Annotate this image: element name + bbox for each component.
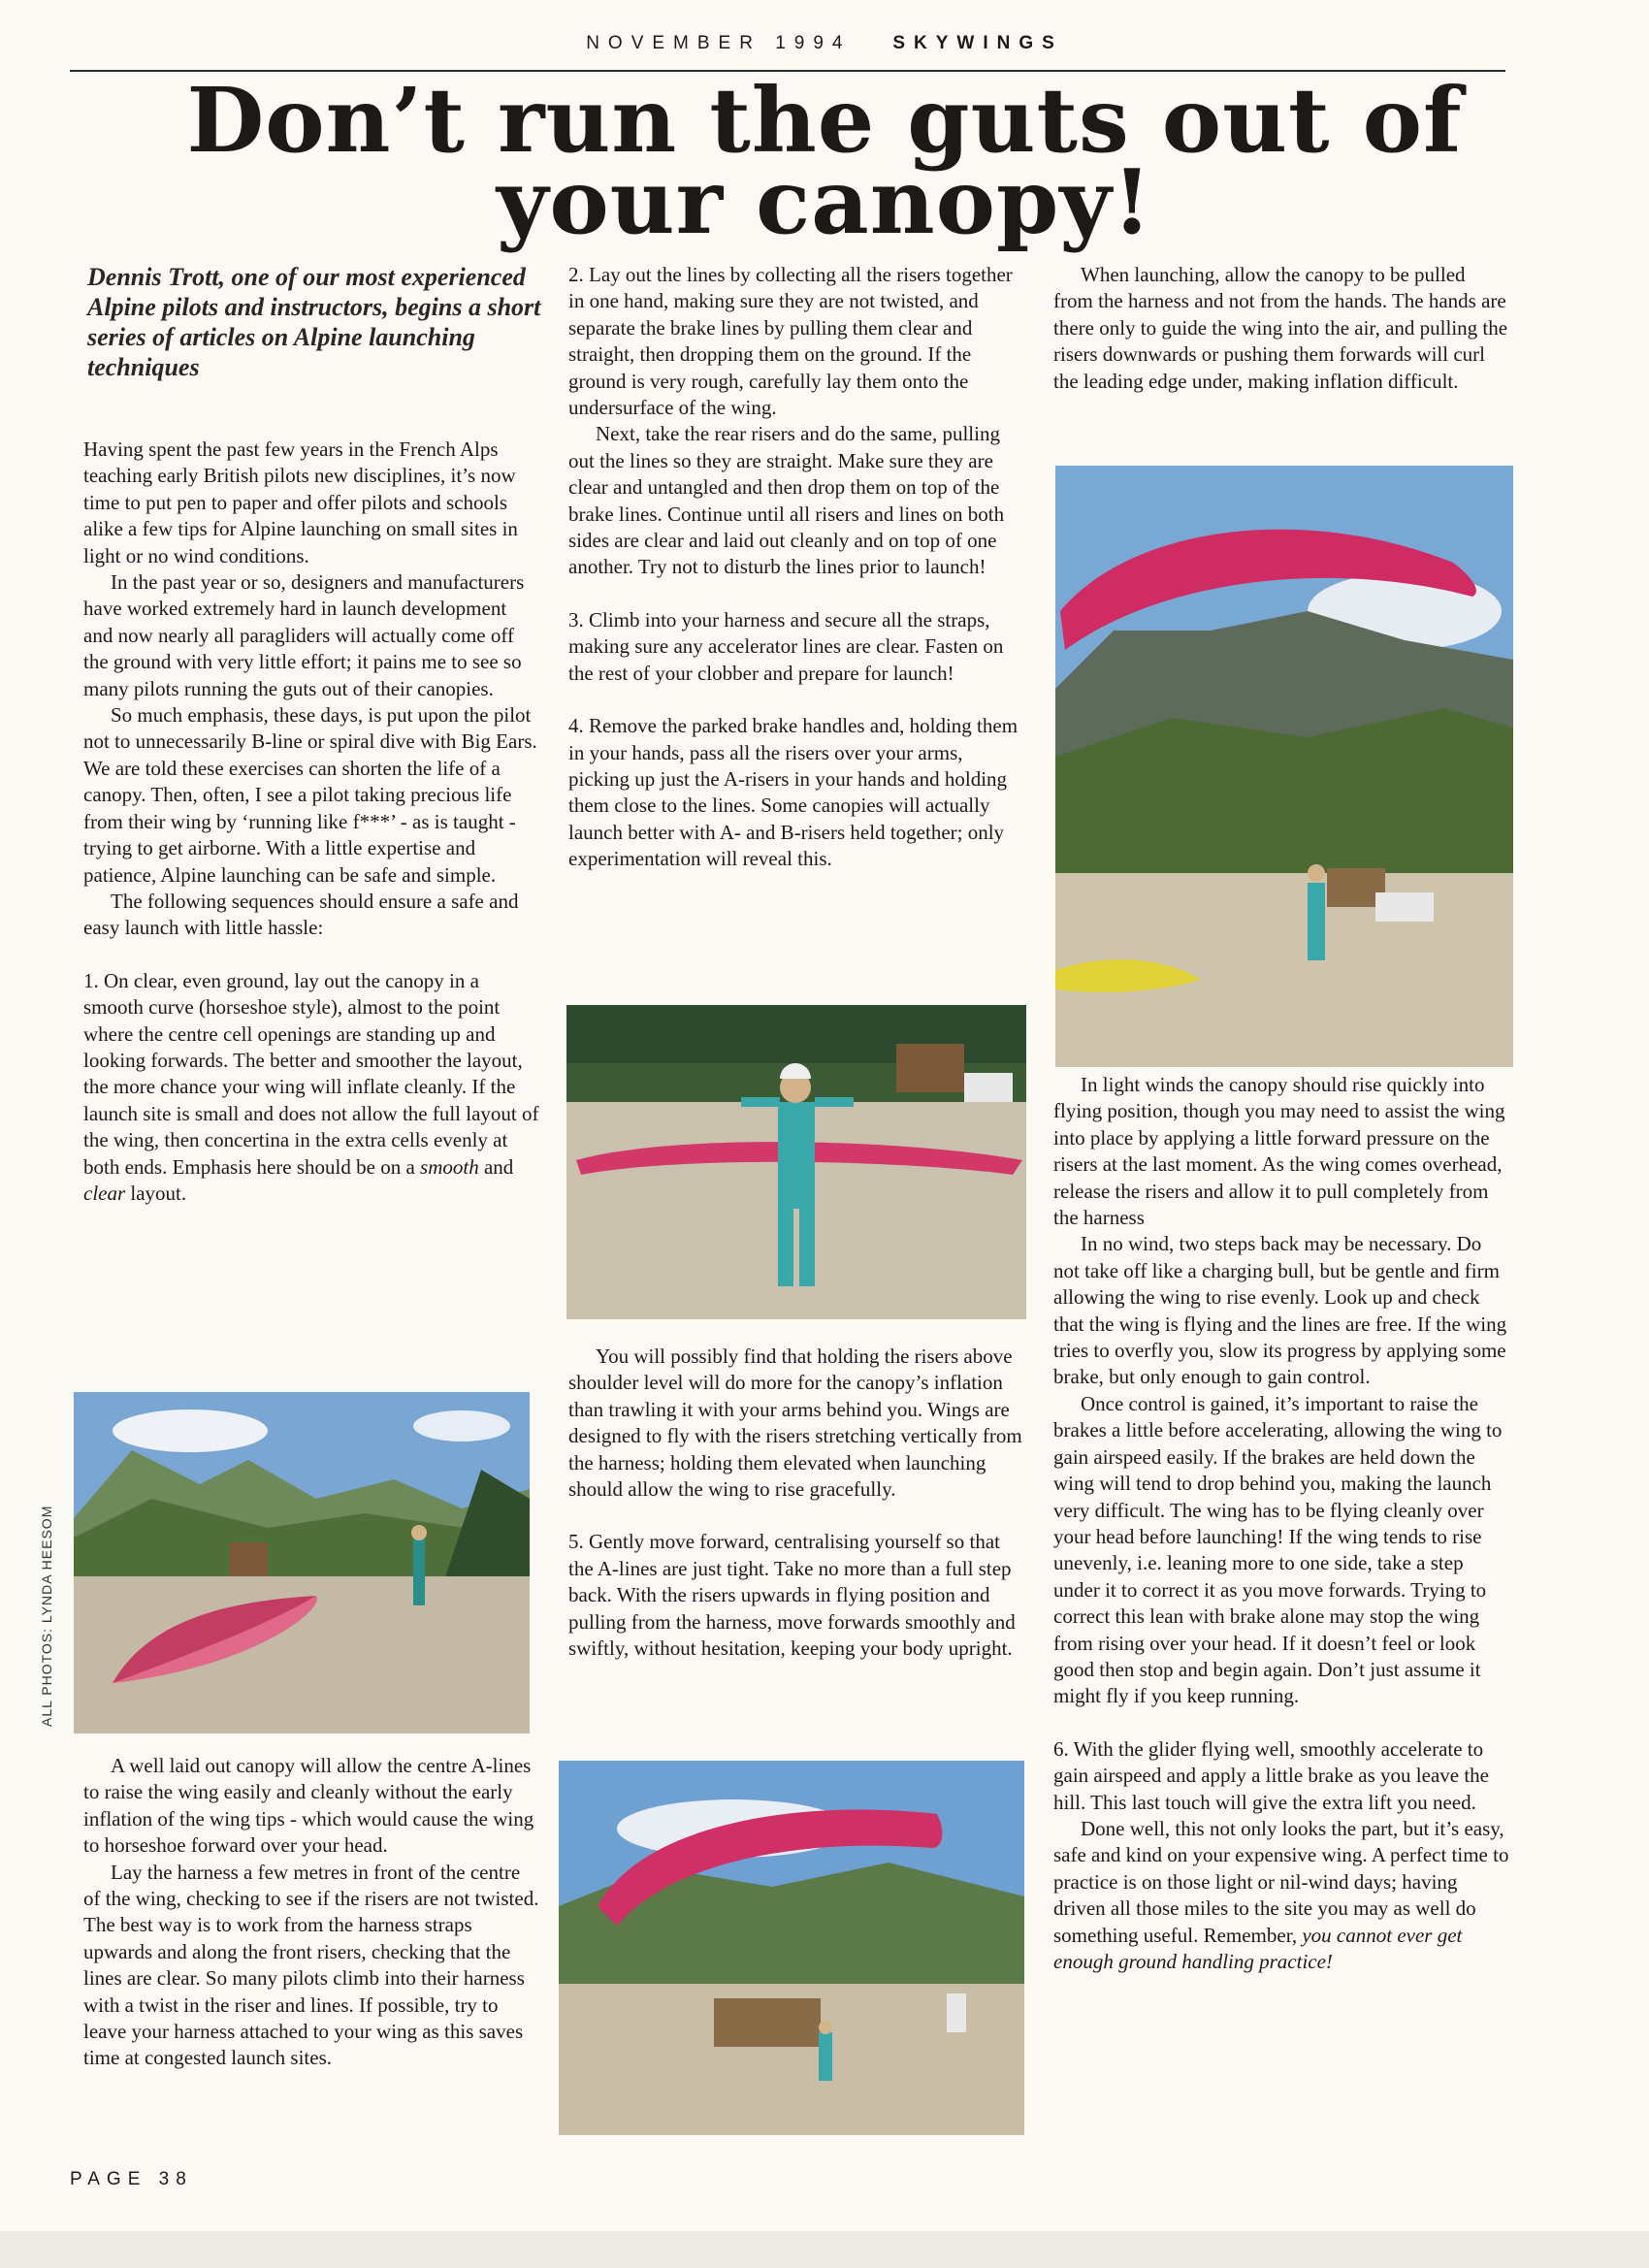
step-2: 2. Lay out the lines by collecting all the risers together in one hand, making sure they are not twisted, and separate the brake lines by pulling them clear and straight, then dropping them on the ground. If the ground is very rough, carefully lay them onto the undersurface of the wing.: [568, 263, 1013, 420]
page-header: [0, 33, 1649, 54]
article-intro: Dennis Trott, one of our most experienced Alpine pilots and instructors, begins a short series of articles on Alpine launching techniques: [87, 263, 541, 381]
step-6: 6. With the glider flying well, smoothly accelerate to gain airspeed and apply a little brake as you leave the hill. This last touch will give the extra lift you need.: [1053, 1736, 1489, 1814]
paragraph: You will possibly find that holding the risers above shoulder level will do more for the canopy’s inflation than trawling it with your arms behind you. Wings are designed to fly with the risers stretching vertically from the harness; holding them elevated when launching should allow the wing to rise gracefully.: [568, 1345, 1022, 1502]
paragraph: In light winds the canopy should rise quickly into flying position, though you may need to assist the wing into place by applying a little forward pressure on the risers at the last moment. As the wing comes overhead, release the risers and allow it to pull completely from the harness: [1053, 1073, 1505, 1230]
column-1-top: [83, 437, 539, 1207]
wing-overhead-photo: [1055, 466, 1513, 1067]
step-5: 5. Gently move forward, centralising yourself so that the A-lines are just tight. Take no more than a full step back. With the risers upwards in flying position and pulling from the harness, move forwards smoothly and swiftly, without hesitation, keeping your body upright.: [568, 1530, 1016, 1661]
column-3-top: [1053, 262, 1509, 395]
paragraph: In no wind, two steps back may be necessary. Do not take off like a charging bull, but be gentle and firm allowing the wing to rise evenly. Look up and check that the wing is flying and the lines are free. If the wing tries to overfly you, slow its progress by applying some brake, but only enough to gain control.: [1053, 1232, 1507, 1389]
page-edge: [0, 2231, 1649, 2268]
step-3: 3. Climb into your harness and secure all the straps, making sure any accelerator lines are clear. Fasten on the rest of your clobber and prepare for launch!: [568, 607, 1004, 685]
column-2-middle: [568, 1344, 1024, 1662]
paragraph: When launching, allow the canopy to be pulled from the harness and not from the hands. The hands are there only to guide the wing into the air, and pulling the risers downwards or pushing them forwards will curl the leading edge under, making inflation difficult.: [1053, 263, 1508, 393]
paragraph: The following sequences should ensure a safe and easy launch with little hassle:: [83, 889, 519, 940]
paragraph: Next, take the rear risers and do the same, pulling out the lines so they are straight. Make sure they are clear and untangled and then drop them on top of the brake lines. Continue until all risers and lines on both sides are clear and laid out cleanly and on top of one another. Try not to disturb the lines prior to launch!: [568, 422, 1005, 579]
header-date: NOVEMBER 1994: [586, 33, 852, 53]
canopy-laid-out-photo: [74, 1392, 530, 1733]
step-4: 4. Remove the parked brake handles and, holding them in your hands, pass all the risers over your arms, picking up just the A-risers in your hands and holding them close to the lines. Some canopies will actually launch better with A- and B-risers held together; only experimentation will reveal this.: [568, 714, 1018, 871]
paragraph: A well laid out canopy will allow the centre A-lines to raise the wing easily and cleanly without the early inflation of the wing tips - which would cause the wing to horseshoe forward over your head.: [83, 1754, 534, 1858]
paragraph: In the past year or so, designers and manufacturers have worked extremely hard in launch development and now nearly all paragliders will actually come off the ground with very little effort; it pains me to see so many pilots running the guts out of their canopies.: [83, 570, 525, 700]
pilot-holding-risers-photo: [566, 1005, 1026, 1319]
paragraph: Done well, this not only looks the part, but it’s easy, safe and kind on your expensive wing. A perfect time to practice is on those light or nil-wind days; having driven all those miles to the site you may as well do something useful. Remember, you cannot ever get enough ground handling practice!: [1053, 1816, 1509, 1973]
column-2-top: [568, 262, 1024, 873]
paragraph: Once control is gained, it’s important to raise the brakes a little before accelerating, allowing the wing to gain airspeed easily. If the brakes are held down the wing will tend to drop behind you, making the launch very difficult. The wing has to be flying cleanly over your head before launching! If the wing tends to rise unevenly, i.e. leaning more to one side, take a step under it to correct it as you move forwards. Trying to correct this lean with brake alone may stop the wing from rising over your head. If it doesn’t feel or look good then stop and begin again. Don’t just assume it might fly if you keep running.: [1053, 1391, 1503, 1708]
paragraph: So much emphasis, these days, is put upon the pilot not to unnecessarily B-line or spiral dive with Big Ears. We are told these exercises can shorten the life of a canopy. Then, often, I see a pilot taking precious life from their wing by ‘running like f***’ - as is taught - trying to get airborne. With a little expertise and patience, Alpine launching can be safe and simple.: [83, 703, 537, 887]
column-1-bottom: [83, 1753, 539, 2072]
wing-inflating-photo: [559, 1761, 1024, 2135]
article-title: Don’t run the guts out of your canopy!: [186, 68, 1463, 254]
step-1: 1. On clear, even ground, lay out the canopy in a smooth curve (horseshoe style), almost to the point where the centre cell openings are standing up and looking forwards. The better and smoother the layout, the more chance your wing will inflate cleanly. If the launch site is small and does not allow the full layout of the wing, then concertina in the extra cells evenly at both ends. Emphasis here should be on a smooth and clear layout.: [83, 968, 539, 1205]
paragraph: Lay the harness a few metres in front of the centre of the wing, checking to see if the risers are not twisted. The best way is to work from the harness straps upwards and along the front risers, checking that the lines are clear. So many pilots climb into their harness with a twist in the riser and lines. If possible, try to leave your harness attached to your wing as this saves time at congested launch sites.: [83, 1860, 539, 2070]
page-number: PAGE 38: [70, 2169, 193, 2189]
paragraph: Having spent the past few years in the French Alps teaching early British pilots new disciplines, it’s now time to put pen to paper and offer pilots and schools alike a few tips for Alpine launching on small sites in light or no wind conditions.: [83, 437, 518, 567]
column-3-bottom: [1053, 1072, 1509, 1975]
photo-credit: ALL PHOTOS: LYNDA HEESOM: [39, 1505, 54, 1727]
header-magazine: SKYWINGS: [892, 33, 1063, 53]
